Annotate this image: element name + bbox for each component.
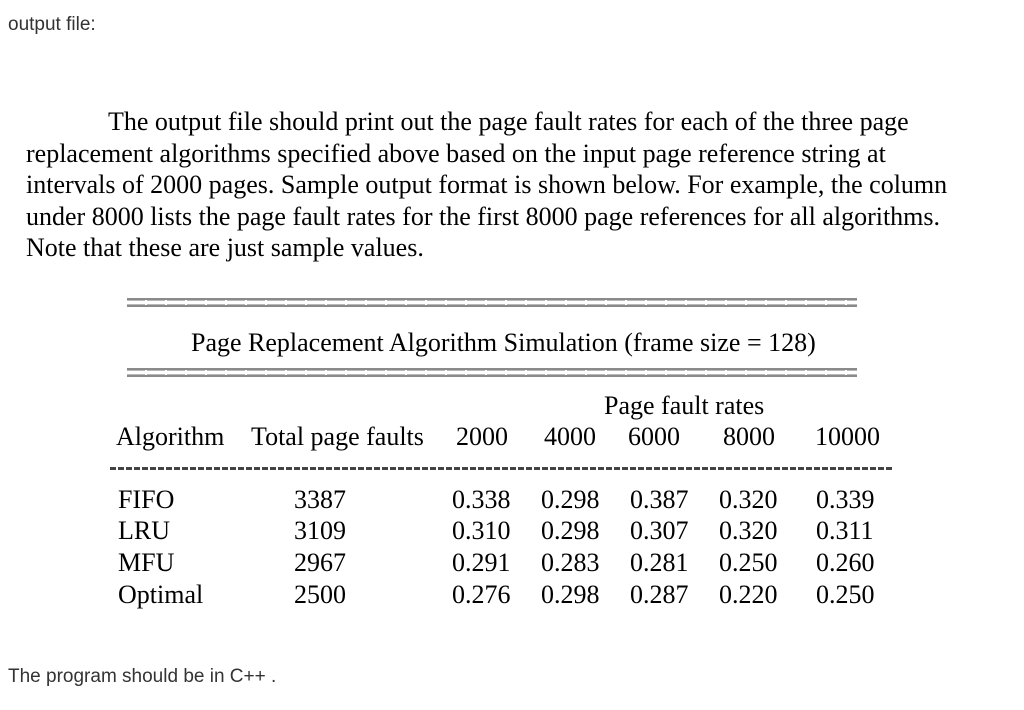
column-header-6000: 6000 [628, 422, 680, 451]
table-cell-rate: 0.310 [452, 516, 511, 545]
column-header-total-page-faults: Total page faults [251, 422, 424, 451]
group-header-page-fault-rates: Page fault rates [604, 391, 765, 420]
table-row-algorithm: MFU [118, 548, 175, 577]
paragraph-line: The output file should print out the page fault rates for each of the three page [108, 107, 909, 136]
table-cell-rate: 0.281 [630, 548, 689, 577]
paragraph-line: under 8000 lists the page fault rates for the first 8000 page references for all algorithms. [26, 201, 941, 231]
table-cell-rate: 0.311 [816, 516, 874, 545]
table-cell-rate: 0.320 [719, 516, 778, 545]
table-cell-rate: 0.339 [816, 485, 875, 514]
table-row-total: 3109 [294, 516, 346, 545]
table-title: Page Replacement Algorithm Simulation (frame size = 128) [191, 328, 816, 357]
table-cell-rate: 0.283 [541, 548, 600, 577]
column-header-2000: 2000 [456, 422, 508, 451]
table-row-total: 2967 [294, 548, 346, 577]
table-cell-rate: 0.298 [541, 516, 600, 545]
table-row-algorithm: FIFO [118, 485, 175, 514]
table-cell-rate: 0.298 [541, 485, 600, 514]
paragraph-line: replacement algorithms specified above based on the input page reference string at [26, 138, 886, 168]
table-row-total: 2500 [294, 580, 346, 609]
column-header-10000: 10000 [815, 422, 880, 451]
column-header-algorithm: Algorithm [116, 422, 225, 451]
dashed-separator [110, 467, 894, 470]
paragraph-line: intervals of 2000 pages. Sample output format is shown below. For example, the column [26, 170, 948, 199]
table-cell-rate: 0.387 [630, 485, 689, 514]
footer-note: The program should be in C++ . [8, 666, 277, 687]
table-row-algorithm: LRU [118, 516, 170, 545]
table-cell-rate: 0.276 [452, 580, 511, 609]
table-row-algorithm: Optimal [118, 580, 204, 609]
table-cell-rate: 0.307 [630, 516, 689, 545]
description-paragraph [26, 106, 1016, 264]
section-label-output-file: output file: [8, 14, 96, 35]
table-cell-rate: 0.250 [816, 580, 875, 609]
table-cell-rate: 0.320 [719, 485, 778, 514]
paragraph-line: Note that these are just sample values. [26, 233, 424, 262]
double-rule-top [127, 298, 857, 307]
table-cell-rate: 0.250 [719, 548, 778, 577]
table-row-total: 3387 [294, 485, 346, 514]
table-cell-rate: 0.338 [452, 485, 511, 514]
table-cell-rate: 0.260 [816, 548, 875, 577]
table-cell-rate: 0.298 [541, 580, 600, 609]
double-rule-bottom [127, 368, 857, 377]
column-header-8000: 8000 [723, 422, 775, 451]
table-cell-rate: 0.287 [630, 580, 689, 609]
table-cell-rate: 0.220 [719, 580, 778, 609]
column-header-4000: 4000 [544, 422, 596, 451]
table-cell-rate: 0.291 [452, 548, 511, 577]
